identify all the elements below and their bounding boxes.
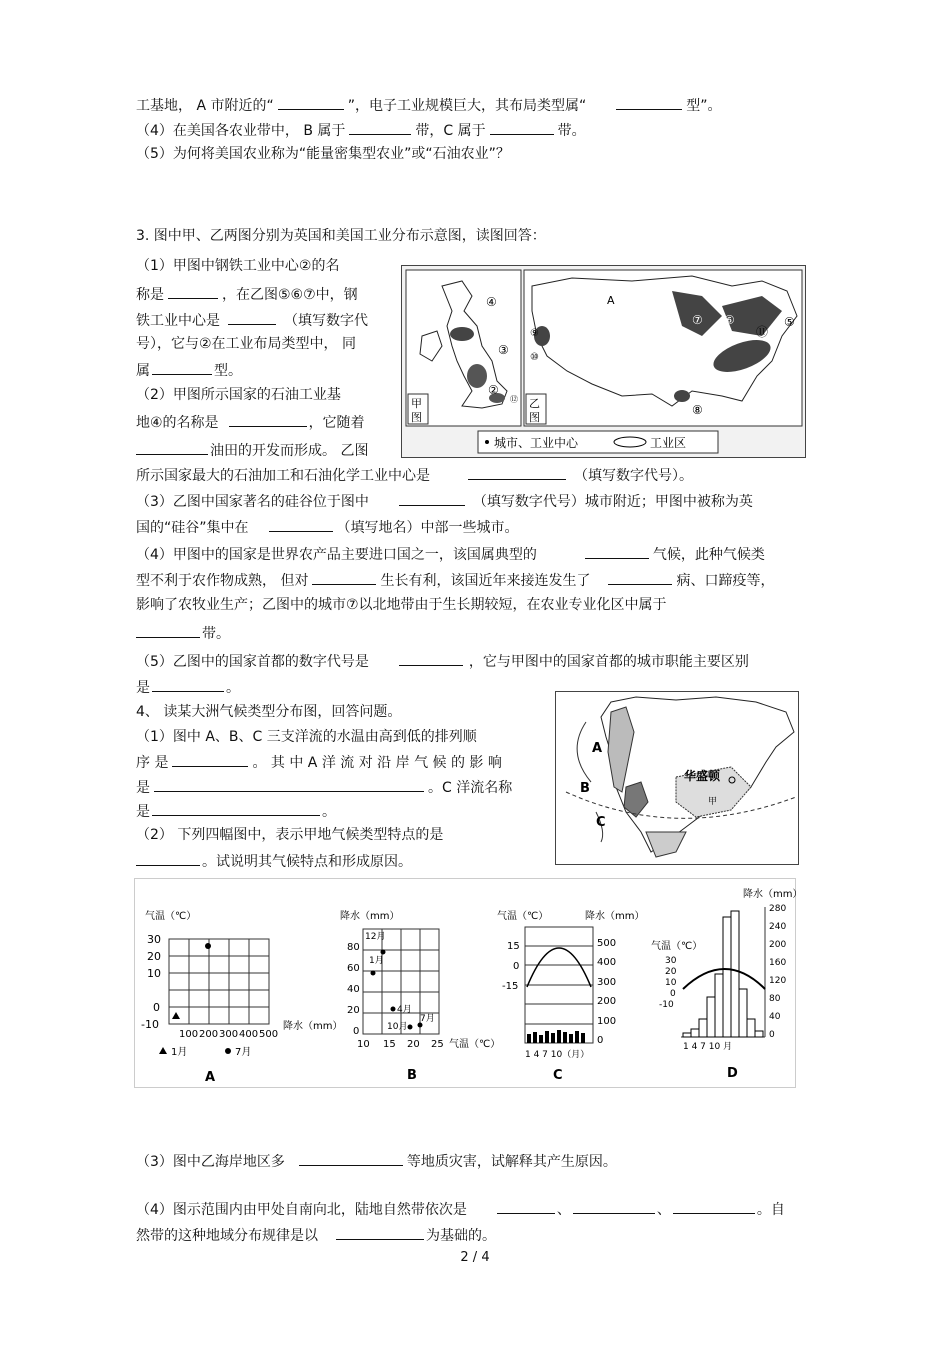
industry-map: [402, 266, 805, 457]
chart-D-ylabel2: 降水（mm）: [743, 889, 803, 900]
answer-blank[interactable]: [136, 622, 200, 638]
text-line: [136, 569, 774, 591]
city-A: A: [607, 294, 615, 307]
text: 型不利于农作物成熟， 但对: [136, 573, 309, 589]
answer-blank[interactable]: [673, 1198, 755, 1214]
tick: 0: [597, 1035, 604, 1046]
chart-C-label: C: [553, 1068, 563, 1083]
answer-blank[interactable]: [228, 309, 276, 325]
answer-blank[interactable]: [336, 1224, 424, 1240]
answer-blank[interactable]: [172, 751, 248, 767]
tick: 20: [665, 967, 677, 977]
text-line: [136, 622, 230, 644]
question-4-title: 4、 读某大洲气候类型分布图，回答问题。: [136, 704, 402, 720]
tick: 20: [347, 1005, 360, 1016]
text: 气候，此种气候类: [652, 547, 765, 563]
text: 工基地， A 市附近的“: [136, 98, 274, 114]
text-line: [136, 516, 519, 538]
current-C: C: [596, 815, 606, 830]
chart-A-xlabel: 降水（mm）: [283, 1021, 343, 1032]
region-jia: 甲: [708, 797, 718, 807]
label-11: ⑪: [756, 325, 769, 339]
answer-blank[interactable]: [608, 569, 672, 585]
industry-map-figure: [401, 265, 806, 458]
legend-jul: 7月: [235, 1047, 252, 1058]
text-line: （2） 下列四幅图中，表示甲地气候类型特点的是: [136, 827, 444, 843]
climate-map: [556, 692, 798, 864]
legend-city: 城市、工业中心: [494, 436, 579, 450]
tick: 10: [357, 1039, 370, 1050]
answer-blank[interactable]: [299, 1150, 403, 1166]
chart-D-label: D: [727, 1066, 738, 1081]
answer-blank[interactable]: [573, 1198, 655, 1214]
text-line: [136, 676, 240, 698]
tick: 10: [665, 978, 677, 988]
label-6: ⑥: [724, 313, 735, 327]
text-line: [136, 751, 502, 773]
tick: 300: [597, 977, 617, 988]
map-label-yi: 乙: [529, 397, 540, 410]
text-line: [136, 800, 336, 822]
answer-blank[interactable]: [497, 1198, 555, 1214]
tick: 100: [597, 1016, 617, 1027]
text-line: [136, 1150, 617, 1172]
tick: 25: [431, 1039, 444, 1050]
tick: 30: [665, 956, 677, 966]
text-line: （1）图中 A、B、C 三支洋流的水温由高到低的排列顺: [136, 729, 477, 745]
text: 。C 洋流名称: [428, 780, 513, 796]
tick: 15: [383, 1039, 396, 1050]
chart-D: [651, 887, 802, 1081]
tick: -15: [502, 981, 519, 992]
climate-charts: [135, 879, 803, 1087]
tick: 200: [199, 1029, 219, 1040]
text: （填写数字代号）。: [574, 468, 693, 484]
tick: 10: [147, 967, 161, 980]
text: 。自: [756, 1202, 785, 1218]
text: 是: [136, 680, 150, 696]
tick: 160: [769, 958, 787, 968]
point-label: 10月: [387, 1022, 408, 1032]
chart-B-label: B: [407, 1068, 417, 1083]
tick: 120: [769, 976, 787, 986]
text: 地④的名称是: [136, 415, 219, 431]
question-3-title: 3. 图中甲、乙两图分别为英国和美国工业分布示意图，读图回答：: [136, 228, 546, 244]
text: 型”。: [686, 98, 722, 114]
tick: 60: [347, 963, 360, 974]
text: 所示国家最大的石油加工和石油化学工业中心是: [136, 468, 430, 484]
tick: 240: [769, 922, 787, 932]
label-12: ⑫: [510, 395, 518, 404]
legend-jan: 1月: [171, 1047, 188, 1058]
text: 、: [656, 1202, 671, 1218]
text-line: （2）甲图所示国家的石油工业基: [136, 387, 341, 403]
label-7: ⑦: [692, 313, 703, 327]
label-9: ⑨: [530, 328, 539, 339]
text: （4）甲图中的国家是世界农产品主要进口国之一，该国属典型的: [136, 547, 537, 563]
answer-blank[interactable]: [616, 94, 682, 110]
tick: 0: [670, 989, 676, 999]
text: （填写数字代号）城市附近；甲图中被称为英: [472, 494, 753, 510]
tick: 200: [597, 996, 617, 1007]
answer-blank[interactable]: [468, 464, 566, 480]
text: 是: [136, 804, 150, 820]
page-number: 2 / 4: [460, 1250, 490, 1265]
text-line: [136, 1224, 496, 1246]
text: 铁工业中心是: [136, 313, 220, 329]
text: ，它随着: [308, 415, 365, 431]
text: 序 是: [136, 755, 169, 771]
text: 型。: [214, 363, 242, 379]
text: 油田的开发而形成。 乙图: [210, 443, 369, 459]
chart-B: [340, 909, 500, 1083]
answer-blank[interactable]: [136, 850, 200, 866]
answer-blank[interactable]: [152, 676, 224, 692]
tick: 40: [347, 984, 360, 995]
text: 国的“硅谷”集中在: [136, 520, 249, 536]
text-line: [136, 650, 749, 672]
tick: 500: [597, 938, 617, 949]
chart-A: [141, 910, 342, 1085]
map-label-tu2: 图: [529, 411, 540, 424]
label-4: ④: [486, 295, 497, 309]
point-label: 1月: [369, 956, 384, 966]
answer-blank[interactable]: [399, 490, 465, 506]
chart-A-ylabel: 气温（℃）: [145, 911, 197, 922]
answer-blank[interactable]: [154, 776, 424, 792]
text-line: [136, 776, 512, 798]
text: （填写地名）中部一些城市。: [336, 520, 519, 536]
text: ，在乙图⑤⑥⑦中，钢: [222, 287, 358, 303]
tick: -10: [141, 1018, 159, 1031]
chart-C: [497, 909, 644, 1083]
text: （填写数字代: [284, 313, 368, 329]
answer-blank[interactable]: [490, 119, 554, 135]
text-line: [136, 411, 365, 433]
answer-blank[interactable]: [312, 569, 376, 585]
tick: -10: [659, 1000, 674, 1010]
tick: 400: [597, 957, 617, 968]
text: 。: [322, 804, 336, 820]
text: （3）图中乙海岸地区多: [136, 1154, 285, 1170]
tick: 40: [769, 1012, 781, 1022]
chart-A-label: A: [205, 1070, 216, 1085]
answer-blank[interactable]: [349, 119, 411, 135]
chart-B-xlabel: 气温（℃）: [449, 1039, 501, 1050]
chart-B-ylabel: 降水（mm）: [340, 911, 400, 922]
legend-industry: 工业区: [650, 436, 687, 450]
tick: 30: [147, 933, 161, 946]
text-line: （5）为何将美国农业称为“能量密集型农业”或“石油农业”？: [136, 146, 510, 162]
text-line: [136, 543, 765, 565]
text-line: [136, 119, 586, 141]
chart-C-ylabel: 气温（℃）: [497, 911, 549, 922]
text: 、: [556, 1202, 571, 1218]
chart-D-ylabel: 气温（℃）: [651, 941, 703, 952]
text: （5）乙图中的国家首都的数字代号是: [136, 654, 369, 670]
map-label-jia: 甲: [411, 397, 422, 410]
tick: 400: [239, 1029, 259, 1040]
point-label: 12月: [365, 932, 386, 942]
text-line: [136, 1198, 785, 1220]
city-washington: 华盛顿: [684, 769, 721, 783]
text: 带。: [557, 123, 586, 139]
answer-blank[interactable]: [229, 411, 307, 427]
point-label: 4月: [397, 1005, 412, 1015]
answer-blank[interactable]: [152, 800, 320, 816]
text-line: [136, 309, 368, 331]
text: 。试说明其气候特点和形成原因。: [202, 854, 412, 870]
answer-blank[interactable]: [585, 543, 649, 559]
text-line: [136, 850, 412, 872]
tick: 0: [513, 961, 520, 972]
text-line: [136, 359, 242, 381]
tick: 20: [407, 1039, 420, 1050]
text: （4）图示范围内由甲处自南向北，陆地自然带依次是: [136, 1202, 467, 1218]
label-8: ⑧: [692, 403, 703, 417]
text-line: 影响了农牧业生产；乙图中的城市⑦以北地带由于生长期较短，在农业专业化区中属于: [136, 597, 667, 613]
text: （3）乙图中国家著名的硅谷位于图中: [136, 494, 369, 510]
tick: 0: [153, 1001, 160, 1014]
chart-D-xticks: 1 4 7 10 月: [683, 1042, 733, 1052]
text: 。: [226, 680, 240, 696]
text-line: [136, 94, 722, 116]
text-line: （1）甲图中钢铁工业中心②的名: [136, 258, 340, 274]
text-line: [136, 283, 358, 305]
text: 。 其 中 A 洋 流 对 沿 岸 气 候 的 影 响: [252, 755, 502, 771]
label-5: ⑤: [784, 315, 795, 329]
tick: 0: [353, 1026, 360, 1037]
current-B: B: [580, 781, 590, 796]
label-3: ③: [498, 343, 509, 357]
text: 称是: [136, 287, 164, 303]
text-line: [136, 439, 368, 461]
chart-C-xticks: 1 4 7 10（月）: [525, 1050, 590, 1060]
tick: 15: [507, 941, 520, 952]
text: 生长有利，该国近年来接连发生了: [380, 573, 591, 589]
text: ，它与甲图中的国家首都的城市职能主要区别: [468, 654, 749, 670]
tick: 20: [147, 950, 161, 963]
chart-C-ylabel2: 降水（mm）: [585, 911, 645, 922]
tick: 0: [769, 1030, 775, 1040]
tick: 200: [769, 940, 787, 950]
text: 带，C 属于: [415, 123, 486, 139]
text: 带。: [202, 626, 230, 642]
tick: 280: [769, 904, 787, 914]
tick: 500: [259, 1029, 279, 1040]
answer-blank[interactable]: [278, 94, 344, 110]
text: 等地质灾害，试解释其产生原因。: [406, 1154, 617, 1170]
answer-blank[interactable]: [168, 283, 218, 299]
climate-map-figure: [555, 691, 799, 865]
text-line: [136, 490, 753, 512]
text: 是: [136, 780, 150, 796]
text: 病、口蹄疫等，: [676, 573, 775, 589]
map-label-tu: 图: [411, 411, 422, 424]
text: ”，电子工业规模巨大，其布局类型属“: [347, 98, 587, 114]
label-2: ②: [488, 383, 499, 397]
answer-blank[interactable]: [269, 516, 333, 532]
text: （4）在美国各农业带中， B 属于: [136, 123, 346, 139]
climate-charts-figure: [134, 878, 803, 1088]
tick: 300: [219, 1029, 239, 1040]
tick: 80: [347, 942, 360, 953]
current-A: A: [592, 741, 603, 756]
tick: 100: [179, 1029, 199, 1040]
text-line: 号），它与②在工业布局类型中， 同: [136, 336, 357, 352]
answer-blank[interactable]: [399, 650, 463, 666]
text-line: [136, 464, 693, 486]
answer-blank[interactable]: [136, 439, 208, 455]
label-10: ⑩: [530, 352, 539, 363]
text: 为基础的。: [426, 1228, 496, 1244]
tick: 80: [769, 994, 781, 1004]
point-label: 7月: [420, 1014, 435, 1024]
text: 然带的这种地域分布规律是以: [136, 1228, 318, 1244]
answer-blank[interactable]: [152, 359, 212, 375]
text: 属: [136, 363, 150, 379]
